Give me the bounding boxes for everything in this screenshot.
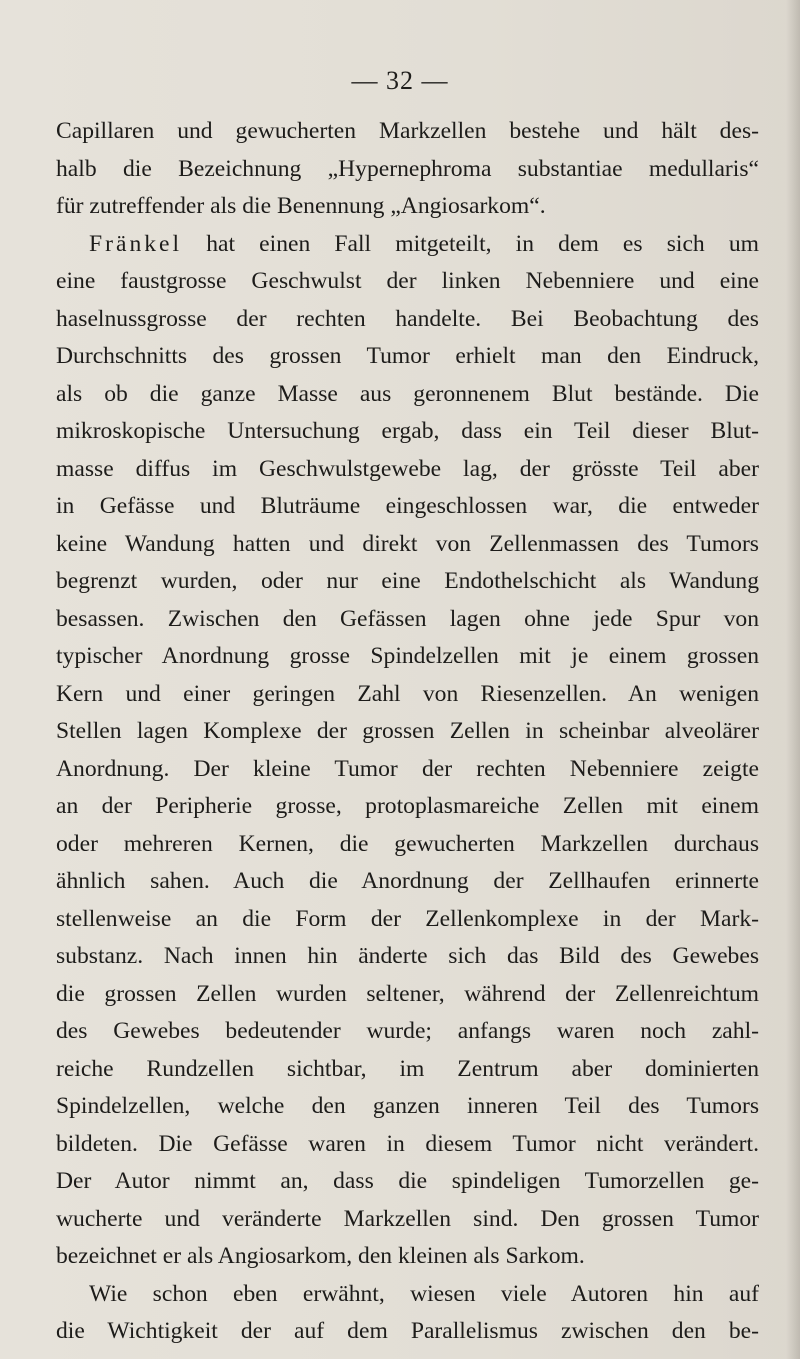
text-line: Wie schon eben erwähnt, wiesen viele Autoren hin auf bbox=[89, 1280, 759, 1307]
text-line: Stellen lagen Komplexe der grossen Zellen in scheinbar alveolärer bbox=[56, 718, 759, 744]
text-line-rest: hat einen Fall mitgeteilt, in dem es sich um bbox=[206, 230, 759, 257]
text-line: reiche Rundzellen sichtbar, im Zentrum aber dominierten bbox=[56, 1055, 759, 1082]
text-line: die Wichtigkeit der auf dem Parallelismus zwischen den be- bbox=[56, 1318, 759, 1344]
text-line: besassen. Zwischen den Gefässen lagen ohne jede Spur von bbox=[56, 605, 759, 632]
text-line: eine faustgrosse Geschwulst der linken Nebenniere und eine bbox=[56, 268, 759, 294]
author-name: Fränkel bbox=[89, 230, 183, 257]
text-line: haselnussgrosse der rechten handelte. Bei Beobachtung des bbox=[56, 305, 759, 332]
text-line: oder mehreren Kernen, die gewucherten Markzellen durchaus bbox=[56, 830, 759, 857]
text-line: an der Peripherie grosse, protoplasmareiche Zellen mit einem bbox=[56, 793, 759, 819]
text-line: bezeichnet er als Angiosarkom, den kleinen als Sarkom. bbox=[56, 1243, 585, 1269]
text-line: Spindelzellen, welche den ganzen inneren Teil des Tumors bbox=[56, 1093, 759, 1119]
body-text bbox=[56, 113, 759, 1351]
text-line: als ob die ganze Masse aus geronnenem Blut bestände. Die bbox=[56, 380, 759, 407]
text-line: bildeten. Die Gefässe waren in diesem Tumor nicht verändert. bbox=[56, 1130, 759, 1157]
text-line: typischer Anordnung grosse Spindelzellen mit je einem grossen bbox=[56, 643, 759, 669]
text-line: Der Autor nimmt an, dass die spindeligen Tumorzellen ge- bbox=[56, 1168, 759, 1194]
text-line: für zutreffender als die Benennung „Angiosarkom“. bbox=[56, 193, 546, 219]
text-line: mikroskopische Untersuchung ergab, dass ein Teil dieser Blut- bbox=[56, 418, 759, 444]
page-number: — 32 — bbox=[351, 66, 449, 95]
text-line: die grossen Zellen wurden seltener, während der Zellenreichtum bbox=[56, 980, 759, 1007]
text-line: in Gefässe und Bluträume eingeschlossen war, die entweder bbox=[56, 493, 759, 519]
text-line: Capillaren und gewucherten Markzellen bestehe und hält des- bbox=[56, 118, 759, 144]
text-line: substanz. Nach innen hin änderte sich das Bild des Gewebes bbox=[56, 943, 759, 969]
text-line: ähnlich sahen. Auch die Anordnung der Zellhaufen erinnerte bbox=[56, 868, 759, 894]
text-line: begrenzt wurden, oder nur eine Endothelschicht als Wandung bbox=[56, 568, 759, 594]
text-line: masse diffus im Geschwulstgewebe lag, der grösste Teil aber bbox=[56, 455, 759, 482]
text-line: des Gewebes bedeutender wurde; anfangs waren noch zahl- bbox=[56, 1018, 759, 1044]
text-line: keine Wandung hatten und direkt von Zellenmassen des Tumors bbox=[56, 530, 759, 557]
text-line: stellenweise an die Form der Zellenkomplexe in der Mark- bbox=[56, 905, 759, 932]
text-line: Anordnung. Der kleine Tumor der rechten Nebenniere zeigte bbox=[56, 755, 759, 782]
text-line: halb die Bezeichnung „Hypernephroma substantiae medullaris“ bbox=[56, 155, 759, 182]
page-edge-shadow bbox=[786, 0, 800, 1359]
text-line: Durchschnitts des grossen Tumor erhielt man den Eindruck, bbox=[56, 343, 759, 369]
text-line: wucherte und veränderte Markzellen sind. Den grossen Tumor bbox=[56, 1205, 759, 1232]
text-line bbox=[56, 226, 759, 264]
text-line: Kern und einer geringen Zahl von Riesenzellen. An wenigen bbox=[56, 680, 759, 707]
